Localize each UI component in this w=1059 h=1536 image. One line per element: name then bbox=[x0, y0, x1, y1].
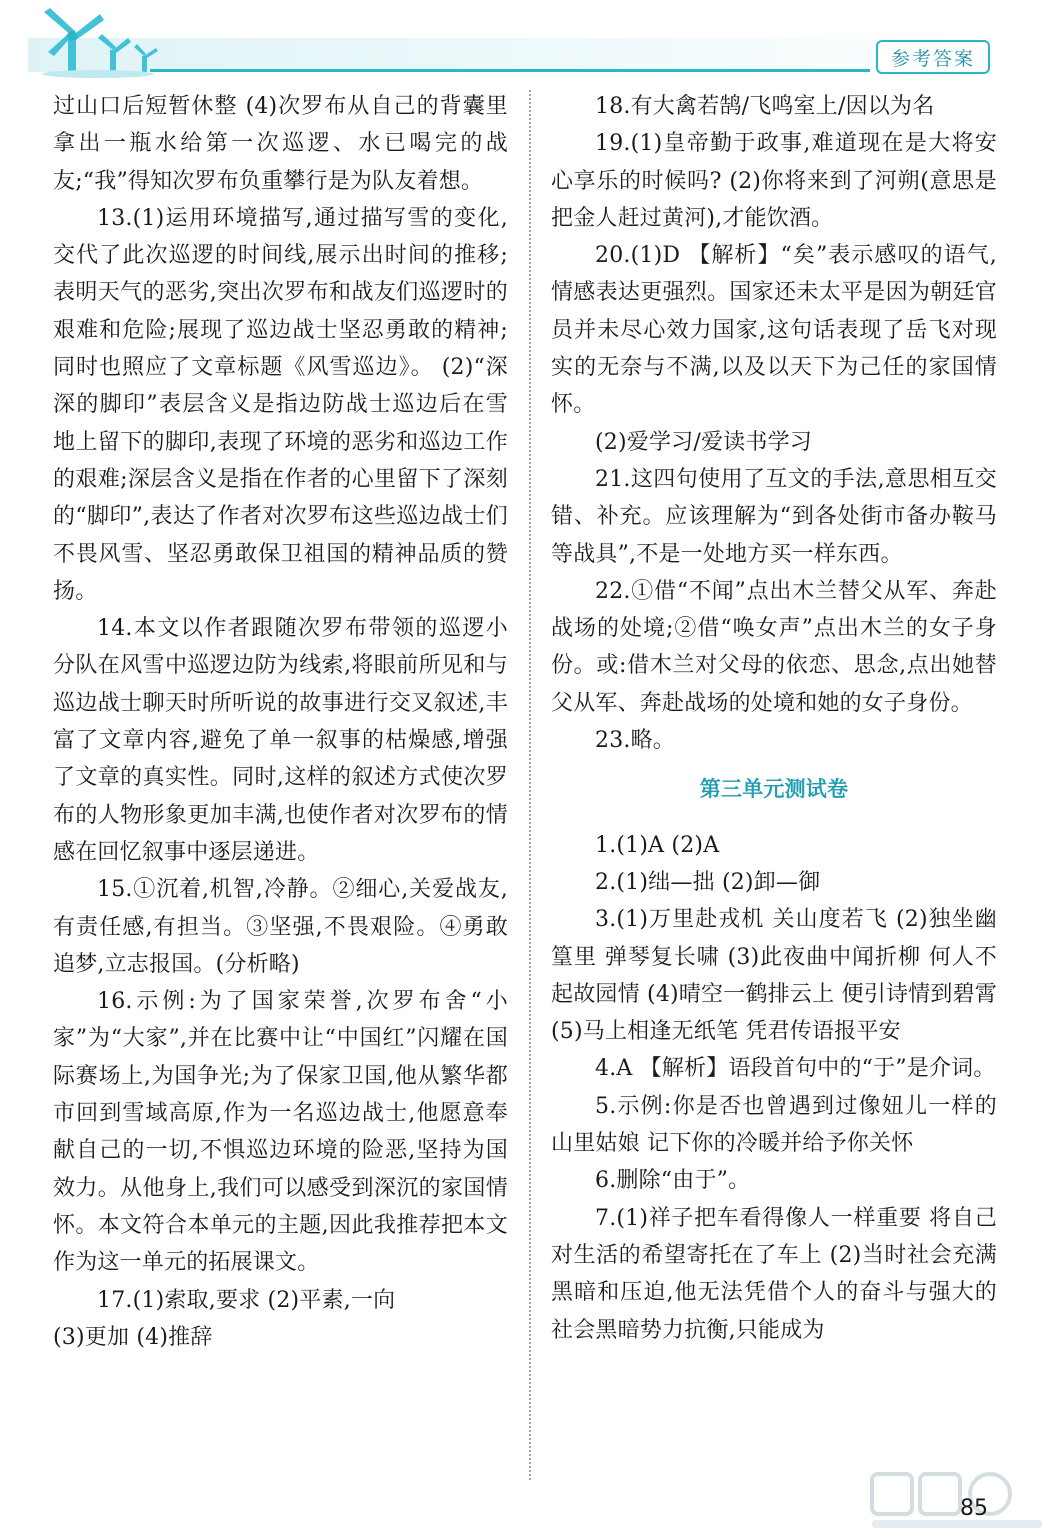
page-header bbox=[0, 0, 1059, 92]
page-number: 85 bbox=[960, 1496, 988, 1521]
right-column bbox=[551, 88, 997, 1349]
answer-paragraph: 4.A 【解析】语段首句中的“于”是介词。 bbox=[595, 1056, 996, 1082]
answer-paragraph: 14.本文以作者跟随次罗布带领的巡逻小分队在风雪中巡逻边防为线索,将眼前所见和与巡边战士聊天时所听说的故事进行交叉叙述,丰富了文章内容,避免了单一叙事的枯燥感,增强了文章的真实性。同时,这样的叙述方式使次罗布的人物形象更加丰满,也使作者对次罗布的情感在回忆叙事中逐层递进。 bbox=[53, 616, 508, 865]
column-divider bbox=[529, 90, 531, 1480]
answer-paragraph: 16.示例:为了国家荣誉,次罗布舍“小家”为“大家”,并在比赛中让“中国红”闪耀在国际赛场上,为国争光;为了保家卫国,他从繁华都市回到雪域高原,作为一名巡边战士,他愿意奉献自己的一切,不惧巡边环境的险恶,坚持为国效力。从他身上,我们可以感受到深沉的家国情怀。本文符合本单元的主题,因此我推荐把本文作为这一单元的拓展课文。 bbox=[53, 989, 508, 1276]
answer-paragraph: 21.这四句使用了互文的手法,意思相互交错、补充。应该理解为“到各处街市备办鞍马等战具”,不是一处地方买一样东西。 bbox=[551, 466, 997, 567]
answer-paragraph: 17.(1)索取,要求 (2)平素,一向 bbox=[97, 1287, 396, 1313]
answer-paragraph: 13.(1)运用环境描写,通过描写雪的变化,交代了此次巡逻的时间线,展示出时间的推移;表明天气的恶劣,突出次罗布和战友们巡逻时的艰难和危险;展现了巡边战士坚忍勇敢的精神;同时也照应了文章标题《风雪巡边》。 (2)“深深的脚印”表层含义是指边防战士巡边后在雪地上留下的脚印,表现了环境的恶劣和巡边工作的艰难;深层含义是指在作者的心里留下了深刻的“脚印”,表达了作者对次罗布这些巡边战士们不畏风雪、坚忍勇敢保卫祖国的精神品质的赞扬。 bbox=[53, 205, 508, 604]
answer-paragraph: 5.示例:你是否也曾遇到过像妞儿一样的山里姑娘 记下你的冷暖并给予你关怀 bbox=[551, 1093, 997, 1157]
section-title: 第三单元测试卷 bbox=[699, 777, 849, 802]
answer-key-tag: 参考答案 bbox=[876, 40, 990, 74]
left-column bbox=[53, 88, 508, 1356]
header-rule bbox=[150, 69, 870, 72]
answer-paragraph: 23.略。 bbox=[595, 728, 675, 754]
windmill-icon bbox=[38, 6, 168, 80]
answer-paragraph: (3)更加 (4)推辞 bbox=[53, 1324, 213, 1350]
answer-paragraph: 6.删除“由于”。 bbox=[595, 1168, 751, 1194]
answer-paragraph: 19.(1)皇帝勤于政事,难道现在是大将安心享乐的时候吗? (2)你将来到了河朔(意思是把金人赶过黄河),才能饮酒。 bbox=[551, 131, 997, 231]
answer-paragraph: 7.(1)祥子把车看得像人一样重要 将自己对生活的希望寄托在了车上 (2)当时社会充满黑暗和压迫,他无法凭借个人的奋斗与强大的社会黑暗势力抗衡,只能成为 bbox=[551, 1205, 997, 1343]
answer-paragraph: 1.(1)A (2)A bbox=[595, 832, 720, 858]
answer-paragraph: 3.(1)万里赴戎机 关山度若飞 (2)独坐幽篁里 弹琴复长啸 (3)此夜曲中闻折柳 何人不起故园情 (4)晴空一鹤排云上 便引诗情到碧霄 (5)马上相逢无纸笔 凭君传语报平安 bbox=[551, 907, 997, 1045]
answer-paragraph: 18.有大禽若鹄/飞鸣室上/因以为名 bbox=[595, 94, 935, 119]
header-band bbox=[28, 38, 988, 72]
answer-paragraph: 15.①沉着,机智,冷静。②细心,关爱战友,有责任感,有担当。③坚强,不畏艰险。④勇敢追梦,立志报国。(分析略) bbox=[53, 877, 508, 977]
answer-paragraph: 22.①借“不闻”点出木兰替父从军、奔赴战场的处境;②借“唤女声”点出木兰的女子身份。或:借木兰对父母的依恋、思念,点出她替父从军、奔赴战场的处境和她的女子身份。 bbox=[551, 578, 997, 716]
answer-paragraph: 20.(1)D 【解析】“矣”表示感叹的语气,情感表达更强烈。国家还未太平是因为朝廷官员并未尽心效力国家,这句话表现了岳飞对现实的无奈与不满,以及以天下为己任的家国情怀。 bbox=[551, 243, 997, 418]
answer-paragraph: 过山口后短暂休整 (4)次罗布从自己的背囊里拿出一瓶水给第一次巡逻、水已喝完的战友;“我”得知次罗布负重攀行是为队友着想。 bbox=[53, 94, 508, 194]
answer-paragraph: (2)爱学习/爱读书学习 bbox=[595, 429, 812, 455]
watermark-logo bbox=[868, 1468, 1048, 1532]
answer-paragraph: 2.(1)绌—拙 (2)卸—御 bbox=[595, 869, 821, 895]
